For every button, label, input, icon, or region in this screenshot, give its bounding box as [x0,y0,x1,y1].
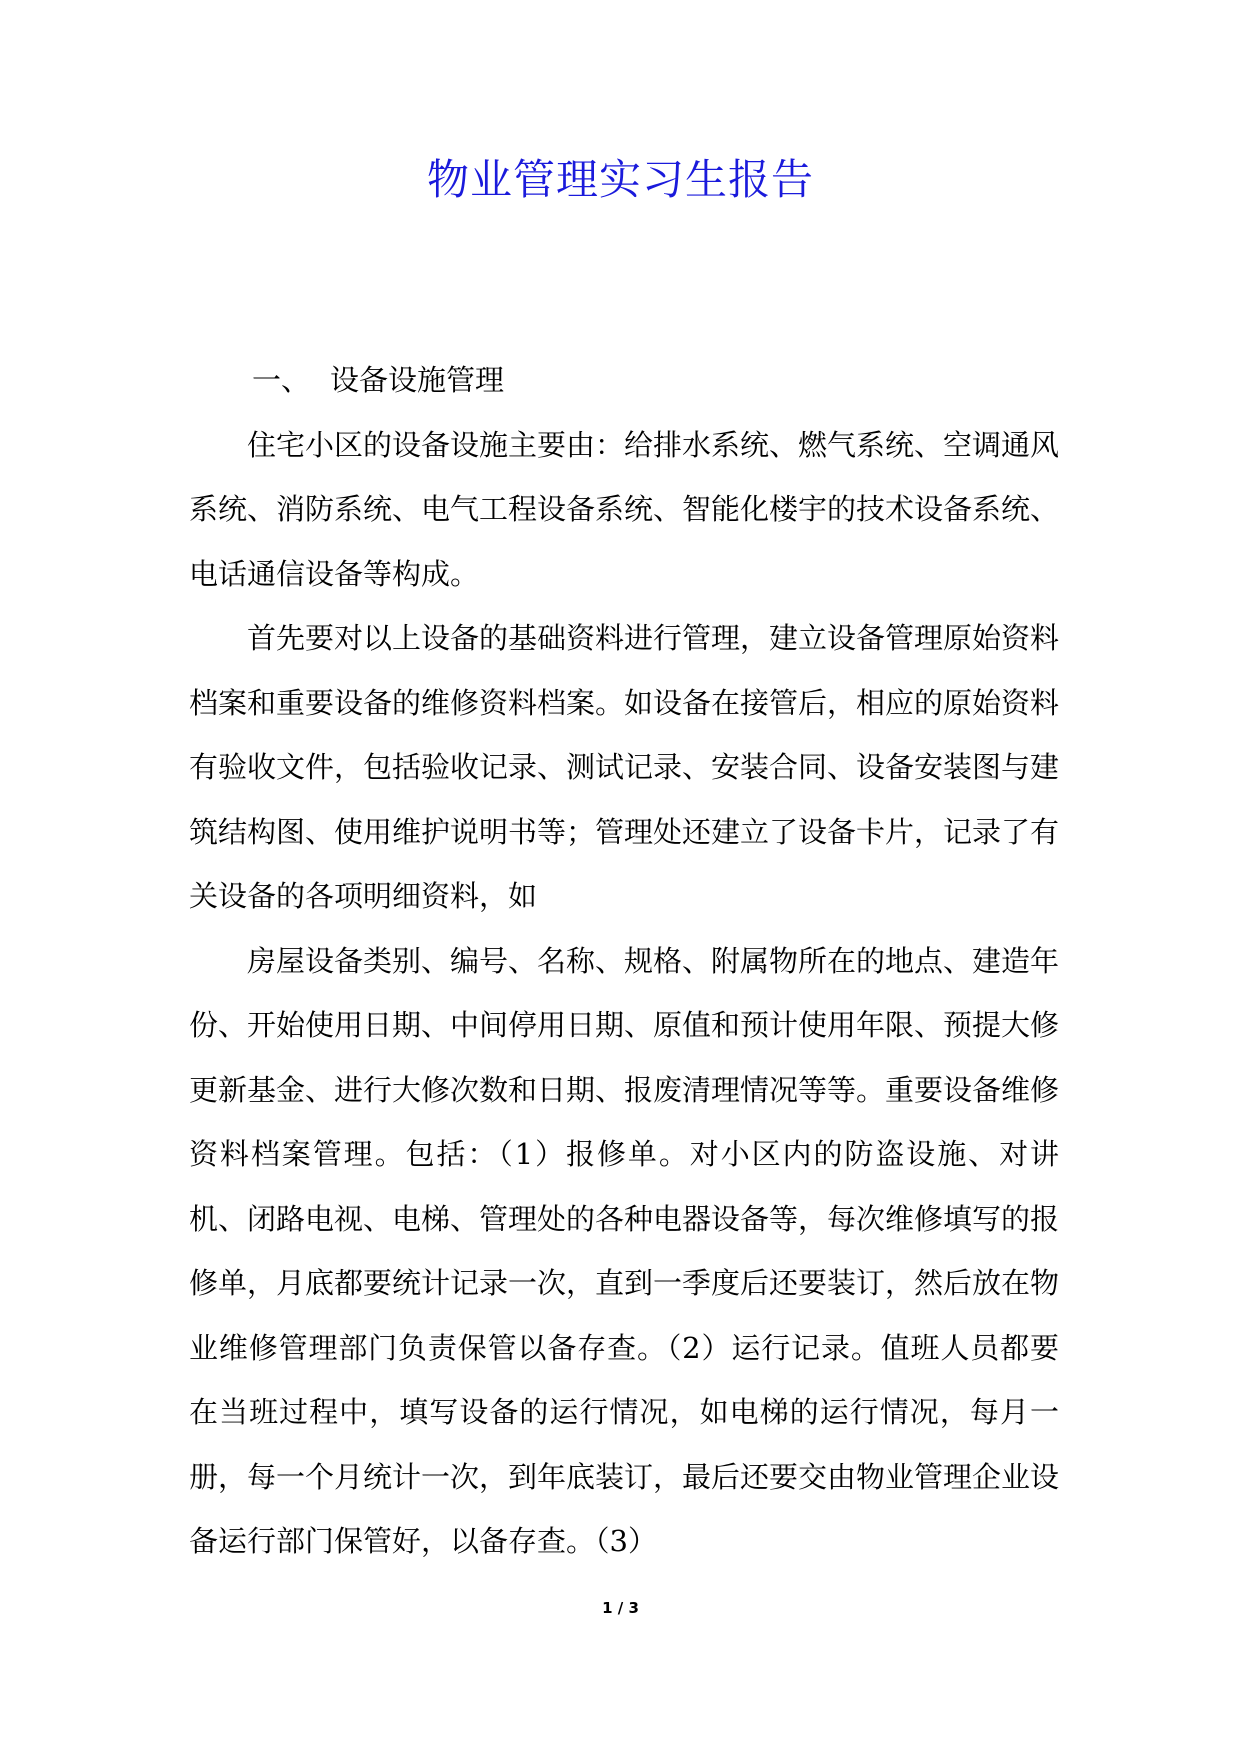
paragraph: 住宅小区的设备设施主要由：给排水系统、燃气系统、空调通风系统、消防系统、电气工程设备系统、智能化楼宇的技术设备系统、电话通信设备等构成。 [189,427,1060,591]
paragraph: 首先要对以上设备的基础资料进行管理，建立设备管理原始资料档案和重要设备的维修资料档案。如设备在接管后，相应的原始资料有验收文件，包括验收记录、测试记录、安装合同、设备安装图与建筑结构图、使用维护说明书等；管理处还建立了设备卡片，记录了有关设备的各项明细资料，如 [189,621,1060,913]
page-number: 1 / 3 [602,1599,639,1617]
document-title: 物业管理实习生报告 [426,155,814,204]
section-heading [189,348,1059,413]
section-heading-text: 设备设施管理 [330,363,505,397]
section-heading-number: 一、 [252,363,311,397]
paragraph: 房屋设备类别、编号、名称、规格、附属物所在的地点、建造年份、开始使用日期、中间停用日期、原值和预计使用年限、预提大修更新基金、进行大修次数和日期、报废清理情况等等。重要设备维修资料档案管理。包括：（1）报修单。对小区内的防盗设施、对讲机、闭路电视、电梯、管理处的各种电器设备等，每次维修填写的报修单，月底都要统计记录一次，直到一季度后还要装订，然后放在物业维修管理部门负责保管以备存查。（2）运行记录。值班人员都要在当班过程中，填写设备的运行情况，如电梯的运行情况，每月一册，每一个月统计一次，到年底装订，最后还要交由物业管理企业设备运行部门保管好，以备存查。（3） [189,943,1060,1558]
document-body [189,348,1059,1574]
